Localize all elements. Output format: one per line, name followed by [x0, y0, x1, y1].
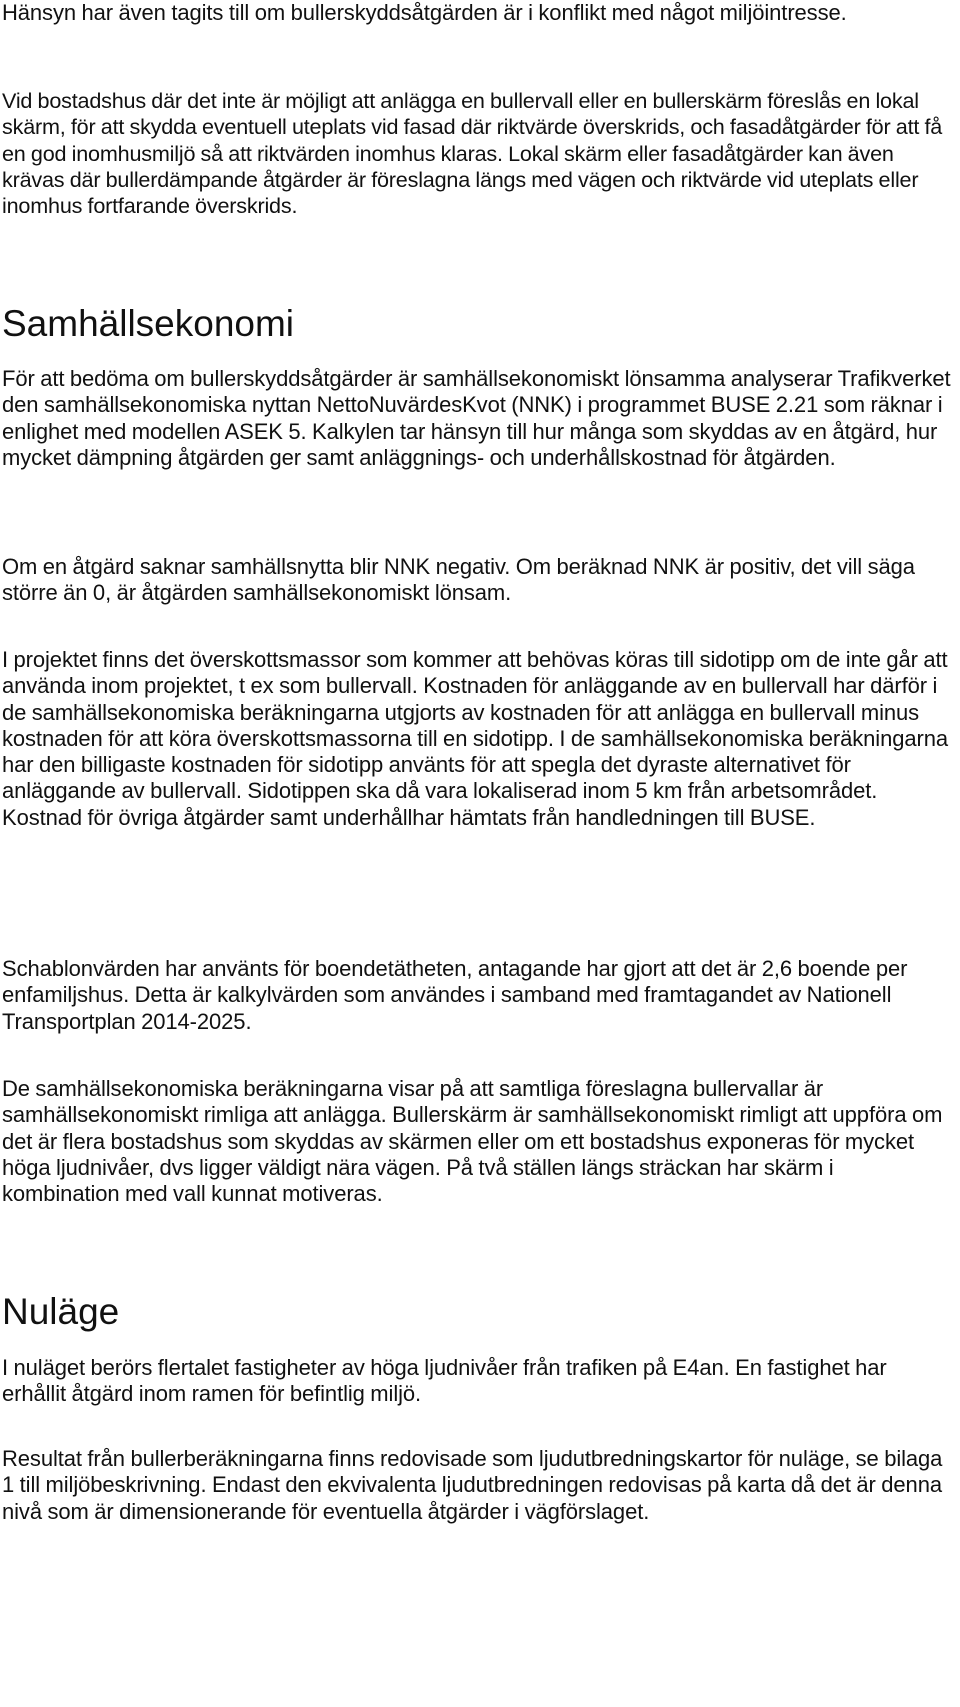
- paragraph-noise-maps: Resultat från bullerberäkningarna finns redovisade som ljudutbredningskartor för nuläge, se bilaga 1 till miljöbeskrivning. Endast den ekvivalenta ljudutbredningen redovisas på karta då det är denna nivå som är dimensionerande för eventuella åtgärder i vägförslaget.: [2, 1446, 943, 1524]
- paragraph-surplus-masses: I projektet finns det överskottsmassor som kommer att behövas köras till sidotipp om de inte går att använda inom projektet, t ex som bullervall. Kostnaden för anläggande av en bullervall har därför i de samhällsekonomiska beräkningarna utgjorts av kostnaden för att anlägga en bullervall minus kostnaden för att köra överskottsmassorna till en sidotipp. I de samhällsekonomiska beräkningarna har den billigaste kostnaden för sidotipp använts för att spegla det dyraste alternativet för anläggande av bullervall. Sidotippen ska då vara lokaliserad inom 5 km från arbetsområdet. Kostnad för övriga åtgärder samt underhållhar hämtats från handledningen till BUSE.: [2, 647, 948, 830]
- heading-nulage: Nuläge: [2, 1291, 120, 1332]
- paragraph-standard-values: Schablonvärden har använts för boendetätheten, antagande har gjort att det är 2,6 boende per enfamiljshus. Detta är kalkylvärden som användes i samband med framtagandet av Nationell Transportplan 2014-2025.: [2, 956, 908, 1034]
- paragraph-conflict-note: Hänsyn har även tagits till om bullerskyddsåtgärden är i konflikt med något miljöintresse.: [2, 0, 847, 25]
- paragraph-calculation-results: De samhällsekonomiska beräkningarna visar på att samtliga föreslagna bullervallar är samhällsekonomiskt rimliga att anlägga. Bullerskärm är samhällsekonomiskt rimligt att uppföra om det är flera bostadshus som skyddas av skärmen eller om ett bostadshus exponeras för mycket höga ljudnivåer, dvs ligger väldigt nära vägen. På två ställen längs sträckan har skärm i kombination med vall kunnat motiveras.: [2, 1076, 943, 1207]
- paragraph-nnk-analysis: För att bedöma om bullerskyddsåtgärder är samhällsekonomiskt lönsamma analyserar Trafikverket den samhällsekonomiska nyttan NettoNuvärdesKvot (NNK) i programmet BUSE 2.21 som räknar i enlighet med modellen ASEK 5. Kalkylen tar hänsyn till hur många som skyddas av en åtgärd, hur mycket dämpning åtgärden ger samt anläggnings- och underhållskostnad för åtgärden.: [2, 366, 951, 470]
- paragraph-nnk-result: Om en åtgärd saknar samhällsnytta blir NNK negativ. Om beräknad NNK är positiv, det vill säga större än 0, är åtgärden samhällsekonomiskt lönsam.: [2, 554, 915, 606]
- heading-samhallsekonomi: Samhällsekonomi: [2, 303, 295, 344]
- paragraph-current-situation: I nuläget berörs flertalet fastigheter av höga ljudnivåer från trafiken på E4an. En fastighet har erhållit åtgärd inom ramen för befintlig miljö.: [2, 1355, 887, 1407]
- paragraph-local-screen: Vid bostadshus där det inte är möjligt att anlägga en bullervall eller en bullerskärm föreslås en lokal skärm, för att skydda eventuell uteplats vid fasad där riktvärde överskrids, och fasadåtgärder för att få en god inomhusmiljö så att riktvärden inomhus klaras. Lokal skärm eller fasadåtgärder kan även krävas där bullerdämpande åtgärder är föreslagna längs med vägen och riktvärde vid uteplats eller inomhus fortfarande överskrids.: [2, 88, 943, 219]
